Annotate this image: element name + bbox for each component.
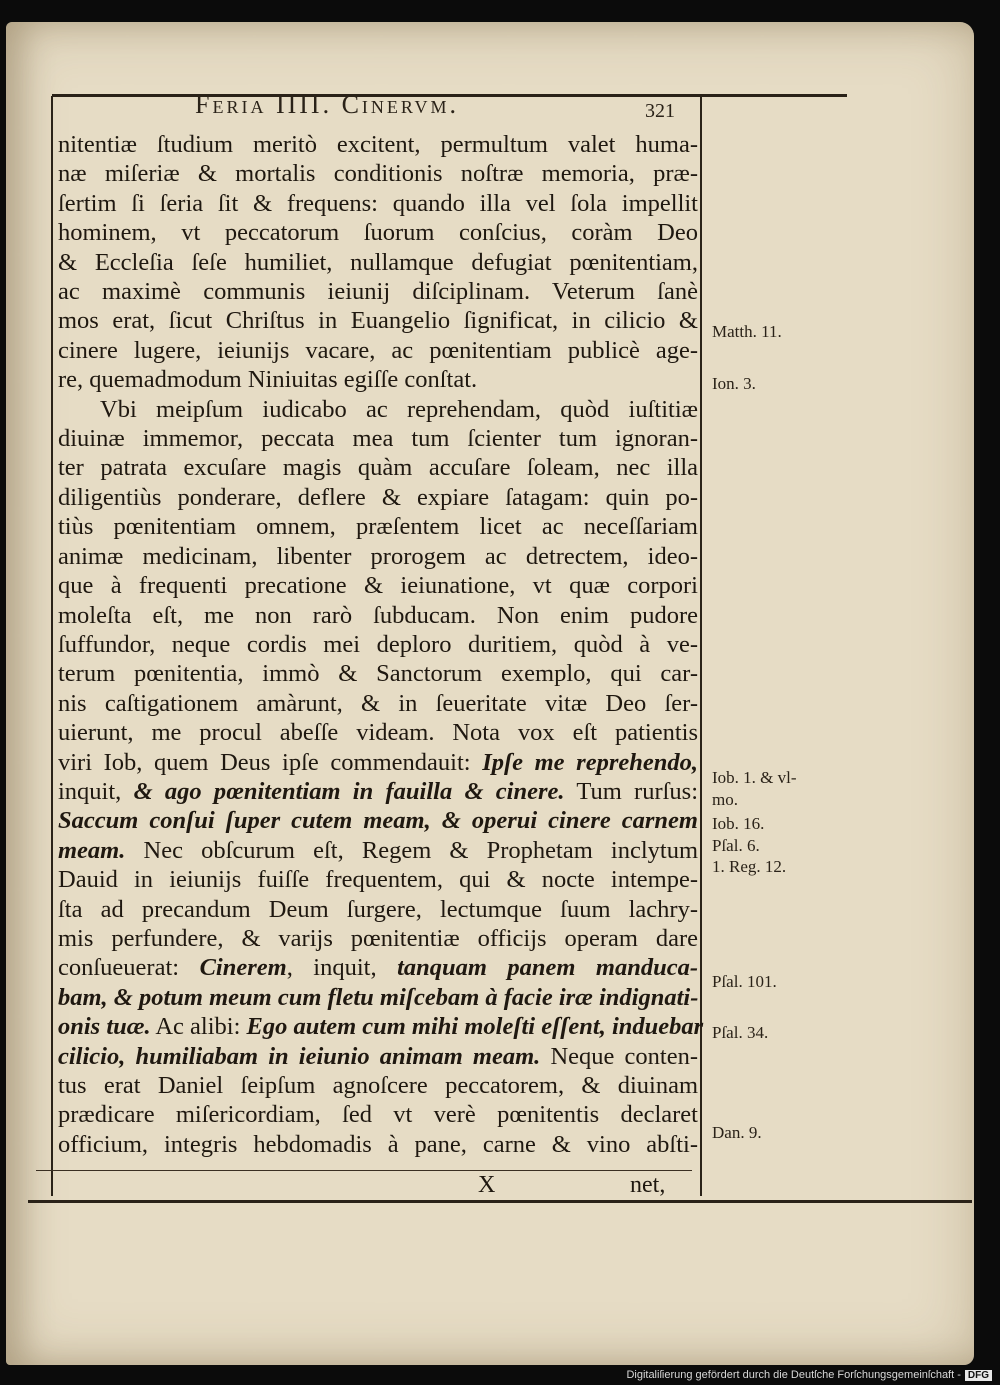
text-line [58, 895, 698, 924]
text-segment: viri Iob, quem Deus ipſe commendauit: [58, 748, 483, 776]
text-line [58, 248, 698, 277]
body-text [58, 130, 704, 1159]
text-line [58, 542, 698, 571]
text-line [58, 924, 698, 953]
text-segment: næ miſeriæ & mortalis conditionis noſtræ memoria, præ- [58, 160, 698, 188]
page-number: 321 [645, 100, 675, 122]
dfg-logo: DFG [965, 1370, 992, 1381]
text-segment: Vbi meipſum iudicabo ac reprehendam, quòd iuſtitiæ [100, 395, 698, 423]
text-bottom-rule [36, 1170, 692, 1171]
text-line [58, 748, 698, 777]
text-segment: moleſta eſt, me non rarò ſubducam. Non enim pudore [58, 601, 698, 629]
signature-mark: X [478, 1172, 496, 1198]
text-line [58, 718, 698, 747]
text-line [58, 630, 698, 659]
margin-note: Pſal. 101. [712, 972, 777, 991]
text-line [58, 483, 698, 512]
text-line [58, 1012, 704, 1041]
margin-note: Pſal. 6. [712, 836, 760, 855]
text-line [58, 1100, 698, 1129]
text-line [58, 865, 698, 894]
margin-note: Iob. 16. [712, 814, 765, 833]
text-segment: ac maximè communis ieiunij diſciplinam. Veterum ſanè [58, 278, 698, 306]
stamp-text: Digitaliſierung gefördert durch die Deutſche Forſchungsgemeinſchaft - [626, 1369, 961, 1381]
text-line [58, 983, 698, 1012]
text-segment: que à frequenti precatione & ieiunatione, vt quæ corpori [58, 572, 698, 600]
quotation-text: Saccum conſui ſuper cutem meam, & operui cinere carnem [58, 807, 698, 835]
text-segment: uierunt, me procul abeſſe videam. Nota vox eſt patientis [58, 719, 698, 747]
quotation-text: Ego autem cum mihi moleſti eſſent, induebar [246, 1013, 704, 1041]
text-line [58, 953, 698, 982]
text-segment: mos erat, ſicut Chriſtus in Euangelio ſignificat, in cilicio & [58, 307, 698, 335]
text-segment: terum pœnitentia, immò & Sanctorum exemplo, qui car- [58, 660, 698, 688]
text-segment: prædicare miſericordiam, ſed vt verè pœnitentis declaret [58, 1101, 698, 1129]
text-line [58, 836, 698, 865]
margin-note: 1. Reg. 12. [712, 857, 787, 876]
text-line [58, 306, 698, 335]
text-line [58, 365, 698, 394]
text-line [58, 218, 698, 247]
text-segment: , inquit, [286, 954, 398, 982]
text-line [58, 777, 698, 806]
text-segment: Neque conten- [540, 1042, 699, 1070]
text-line [58, 130, 698, 159]
quotation-text: tanquam panem manduca- [397, 954, 699, 982]
quotation-text: Ipſe me reprehendo, [482, 748, 698, 776]
text-segment: diligentiùs ponderare, deflere & expiare ſatagam: quin po- [58, 483, 698, 511]
text-segment: officium, integris hebdomadis à pane, carne & vino abſti- [58, 1130, 698, 1158]
text-line [58, 159, 698, 188]
text-line [58, 1042, 698, 1071]
text-segment: Ac alibi: [150, 1013, 247, 1041]
margin-note: Iob. 1. & vl- [712, 768, 797, 787]
quotation-text: cilicio, humiliabam in ieiunio animam meam. [58, 1042, 541, 1070]
text-line [58, 189, 698, 218]
text-segment: ſta ad precandum Deum ſurgere, lectumque ſuum lachry- [58, 895, 698, 923]
left-rule [51, 96, 53, 1196]
margin-note: Matth. 11. [712, 322, 782, 341]
text-segment: Dauid in ieiunijs fuiſſe frequentem, qui & nocte intempe- [58, 866, 698, 894]
text-line [58, 512, 698, 541]
quotation-text: onis tuæ. [58, 1013, 151, 1041]
text-segment: ſuffundor, neque cordis mei deploro duritiem, quòd à ve- [58, 630, 698, 658]
text-line [58, 571, 698, 600]
text-segment: cinere lugere, ieiunijs vacare, ac pœnitentiam publicè age- [58, 336, 698, 364]
running-head: Feria IIII. Cinervm. [195, 90, 459, 119]
text-line [58, 806, 698, 835]
quotation-text: meam. [58, 836, 126, 864]
text-line [58, 659, 698, 688]
text-segment: tus erat Daniel ſeipſum agnoſcere peccatorem, & diuinam [58, 1072, 698, 1099]
text-segment: & Eccleſia ſeſe humiliet, nullamque defugiat pœnitentiam, [58, 248, 698, 276]
margin-note: Pſal. 34. [712, 1023, 769, 1042]
text-segment: tiùs pœnitentiam omnem, præſentem licet ac neceſſariam [58, 513, 698, 541]
text-segment: inquit, [58, 777, 134, 805]
text-segment: ſertim ſi ſeria ſit & frequens: quando illa vel ſola impellit [58, 189, 698, 217]
text-line [58, 336, 698, 365]
margin-note: Dan. 9. [712, 1123, 762, 1142]
text-line [58, 395, 698, 424]
text-segment: nis caſtigationem amàrunt, & in ſeueritate vitæ Deo ſer- [58, 689, 698, 717]
margin-note: Ion. 3. [712, 374, 756, 393]
text-segment: diuinæ immemor, peccata mea tum ſcienter tum ignoran- [58, 425, 698, 453]
text-segment: re, quemadmodum Niniuitas egiſſe conſtat. [58, 366, 478, 394]
text-segment: Tum rurſus: [564, 777, 699, 805]
text-line [58, 453, 698, 482]
text-segment: conſueuerat: [58, 954, 200, 982]
catchword: net, [630, 1172, 666, 1198]
text-line [58, 689, 698, 718]
text-line [58, 601, 698, 630]
digitization-stamp [626, 1369, 992, 1381]
text-segment: ter patrata excuſare magis quàm accuſare ſoleam, nec illa [58, 454, 698, 482]
text-segment: hominem, vt peccatorum ſuorum conſcius, coràm Deo [58, 219, 698, 247]
text-line [58, 277, 698, 306]
quotation-text: bam, & potum meum cum fletu miſcebam à facie iræ indignati- [58, 983, 699, 1011]
bottom-rule [28, 1200, 972, 1203]
text-line [58, 424, 698, 453]
quotation-text: Cinerem [199, 954, 287, 982]
text-segment: nitentiæ ſtudium meritò excitent, permultum valet huma- [58, 131, 698, 158]
quotation-text: & ago pœnitentiam in fauilla & cinere. [133, 777, 565, 805]
text-segment: Nec obſcurum eſt, Regem & Prophetam inclytum [125, 836, 698, 864]
text-segment: mis perfundere, & varijs pœnitentiæ officijs operam dare [58, 924, 698, 952]
margin-note: mo. [712, 790, 738, 809]
text-segment: animæ medicinam, libenter prorogem ac detrectem, ideo- [58, 542, 698, 570]
text-line [58, 1130, 698, 1159]
text-line [58, 1071, 698, 1100]
